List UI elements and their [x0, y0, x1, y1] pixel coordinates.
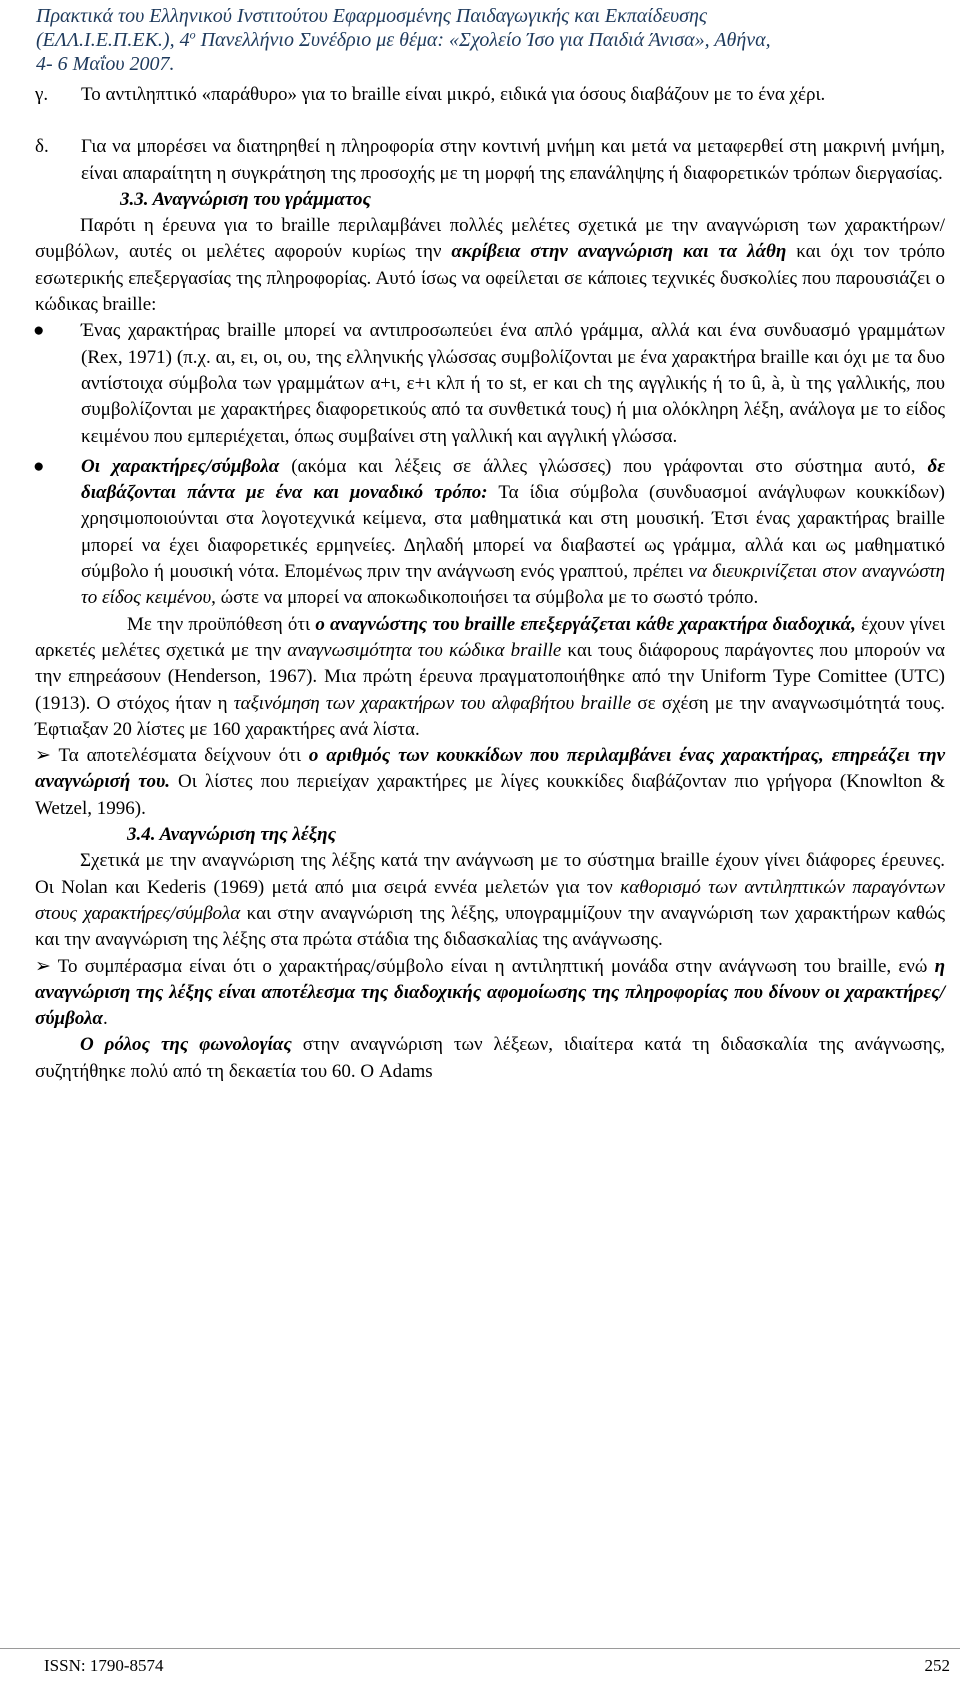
document-body [35, 82, 945, 1085]
list-text-g: Το αντιληπτικό «παράθυρο» για το braille είναι μικρό, ειδικά για όσους διαβάζουν με το ένα χέρι. [81, 84, 826, 105]
arrow-icon: ➢ [35, 955, 51, 977]
bullet-icon: ● [33, 455, 45, 477]
section-heading-3-3 [35, 187, 945, 213]
section-title-3-4: Αναγνώριση της λέξης [159, 824, 337, 846]
emphasis-run: ο αριθμός των κουκκίδων που περιλαμβάνει ένας χαρακτήρας, επηρεάζει την αναγνώρισή του. [35, 745, 946, 793]
list-marker-d: δ. [35, 136, 49, 158]
header-line-2-pre: (ΕΛΛ.Ι.Ε.Π.ΕΚ.), 4 [36, 29, 190, 51]
list-item-d [35, 134, 945, 187]
text-run: Τα ίδια σύμβολα (συνδυασμοί ανάγλυφων κουκκίδων) χρησιμοποιούνται στα λογοτεχνικά κείμενα, στα μαθηματικά και στη μουσική. Έτσι ένας χαρακτήρας braille μπορεί να έχει διαφορετικές ερμηνείες. Δηλαδή μπορεί να διαβαστεί ως γράμμα, αλλά και ως μαθηματικό σύμβολο ή μουσική νότα. Επομένως πριν την ανάγνωση ενός γραπτού, πρέπει [81, 482, 945, 583]
text-run: στην αναγνώριση των λέξεων, ιδιαίτερα κατά τη διδασκαλία της ανάγνωσης, συζητήθηκε πολύ από τη δεκαετία του 60. Ο Adams [35, 1034, 945, 1082]
text-run: σε σχέση με την αναγνωσιμότητά τους. Έφτιαξαν 20 λίστες με 160 χαρακτήρες ανά λίστα. [35, 692, 945, 740]
header-line-1: Πρακτικά του Ελληνικού Ινστιτούτου Εφαρμοσμένης Παιδαγωγικής και Εκπαίδευσης [36, 5, 708, 27]
list-marker-g: γ. [35, 84, 49, 105]
italic-run: ταξινόμηση των χαρακτήρων του αλφαβήτου braille [233, 692, 632, 714]
header-line-2-post: Πανελλήνιο Συνέδριο με θέμα: «Σχολείο Ίσο για Παιδιά Άνισα», Αθήνα, [195, 29, 771, 51]
list-text-d: Για να μπορέσει να διατηρηθεί η πληροφορία στην κοντινή μνήμη και μετά να μεταφερθεί στη μακρινή μνήμη, είναι απαραίτητη η συγκράτηση της προσοχής με τη μορφή της επανάληψης ή διαφορετικών τρόπων διεργασίας. [81, 136, 945, 184]
emphasis-run: η αναγνώριση της λέξης είναι αποτέλεσμα της διαδοχικής αφομοίωσης της πληροφορίας που δίνουν οι χαρακτήρες/σύμβολα [35, 955, 945, 1030]
bullet-item-2 [35, 454, 945, 612]
text-run: Παρότι η έρευνα για το braille περιλαμβάνει πολλές μελέτες σχετικά με την αναγνώριση των χαρακτήρων/συμβόλων, αυτές οι μελέτες αφορούν κυρίως την [35, 215, 945, 263]
arrow-icon: ➢ [35, 745, 51, 767]
section-heading-3-4 [35, 822, 945, 848]
arrow-item-1 [35, 743, 945, 822]
text-run: Οι λίστες που περιείχαν χαρακτήρες με λίγες κουκκίδες διαβάζονταν πιο γρήγορα (Knowlton & Wetzel, 1996). [35, 771, 945, 819]
paragraph-3-3-2 [35, 612, 945, 743]
page-number: 252 [924, 1656, 950, 1675]
emphasis-run: ο αναγνώστης του braille επεξεργάζεται κάθε χαρακτήρα διαδοχικά, [315, 613, 856, 635]
section-number-3-3: 3.3. [120, 188, 149, 210]
bullet-item-1 [35, 318, 945, 449]
bullet-text-1: Ένας χαρακτήρας braille μπορεί να αντιπροσωπεύει ένα απλό γράμμα, αλλά και ένα συνδυασμό γραμμάτων (Rex, 1971) (π.χ. αι, ει, οι, ου, της ελληνικής γλώσσας συμβολίζονται με ένα χαρακτήρα braille και όχι με τα δυο αντίστοιχα σύμβολα των γραμμάτων α+ι, ε+ι κλπ ή το st, er και ch της αγγλικής ή το û, à, ù της γαλλικής, που συμβολίζονται με χαρακτήρες διαφορετικούς από τα συνθετικά τους) ή μια ολόκληρη λέξη, ανάλογα με το είδος κειμένου που εμπεριέχεται, όπως συμβαίνει στη γαλλική και αγγλική γλώσσα. [81, 320, 945, 447]
text-run: Σχετικά με την αναγνώριση της λέξης κατά την ανάγνωση με το σύστημα braille έχουν γίνει διάφορες έρευνες. Οι Nolan και Kederis (1969) μετά από μια σειρά εννέα μελετών για τον [35, 850, 945, 898]
text-run: Με την προϋπόθεση ότι [127, 613, 316, 635]
text-run: , ώστε να μπορεί να αποκωδικοποιήσει τα σύμβολα με το σωστό τρόπο. [211, 587, 759, 609]
emphasis-run: δε διαβάζονται πάντα με ένα και μοναδικό τρόπο: [81, 455, 945, 504]
italic-run: να διευκρινίζεται στον αναγνώστη το είδος κειμένου [81, 561, 945, 609]
emphasis-run: Οι χαρακτήρες/σύμβολα [81, 455, 280, 477]
running-header [36, 4, 951, 76]
italic-run: καθορισμό των αντιληπτικών παραγόντων στους χαρακτήρες/σύμβολα [35, 876, 945, 924]
paragraph-3-4-2 [35, 1032, 945, 1085]
paragraph-3-3-1 [35, 213, 945, 318]
section-title-3-3: Αναγνώριση του γράμματος [152, 188, 372, 210]
text-run: . [102, 1008, 108, 1030]
page-footer [0, 1648, 960, 1681]
text-run: και τους διάφορους παράγοντες που μπορούν να την επηρεάσουν (Henderson, 1967). Μια πρώτη έρευνα πραγματοποιήθηκε από την Uniform Type Comittee (UTC) (1913). Ο στόχος ήταν η [35, 639, 945, 714]
section-number-3-4: 3.4. [127, 824, 156, 846]
text-run: και στην αναγνώριση της λέξης, υπογραμμίζουν την αναγνώριση των χαρακτήρων καθώς και την αναγνώριση της λέξης στα πρώτα στάδια της διδασκαλίας της ανάγνωσης. [35, 902, 945, 951]
emphasis-run: Ο ρόλος της φωνολογίας [80, 1034, 292, 1056]
paragraph-3-4-1 [35, 848, 945, 953]
list-item-g [35, 82, 945, 108]
footer-issn: ISSN: 1790-8574 [44, 1656, 164, 1675]
arrow-item-2 [35, 954, 945, 1033]
emphasis-run: ακρίβεια στην αναγνώριση και τα λάθη [451, 241, 787, 263]
italic-run: αναγνωσιμότητα του κώδικα braille [287, 639, 562, 661]
text-run: και όχι τον τρόπο εσωτερικής επεξεργασίας της πληροφορίας. Αυτό ίσως να οφείλεται σε κάποιες τεχνικές δυσκολίες που παρουσιάζει ο κώδικας braille: [35, 241, 945, 316]
text-run: (ακόμα και λέξεις σε άλλες γλώσσες) που γράφονται στο σύστημα αυτό, [279, 455, 928, 477]
text-run: έχουν γίνει αρκετές μελέτες σχετικά με την [35, 613, 945, 661]
header-ordinal-suffix: ο [189, 27, 196, 42]
text-run: Το συμπέρασμα είναι ότι ο χαρακτήρας/σύμβολο είναι η αντιληπτική μονάδα στην ανάγνωση του braille, ενώ [50, 955, 935, 977]
header-line-3: 4- 6 Μαΐου 2007. [36, 53, 175, 75]
header-line-2 [36, 28, 951, 52]
bullet-icon: ● [33, 320, 45, 342]
text-run: Τα αποτελέσματα δείχνουν ότι [50, 745, 309, 767]
